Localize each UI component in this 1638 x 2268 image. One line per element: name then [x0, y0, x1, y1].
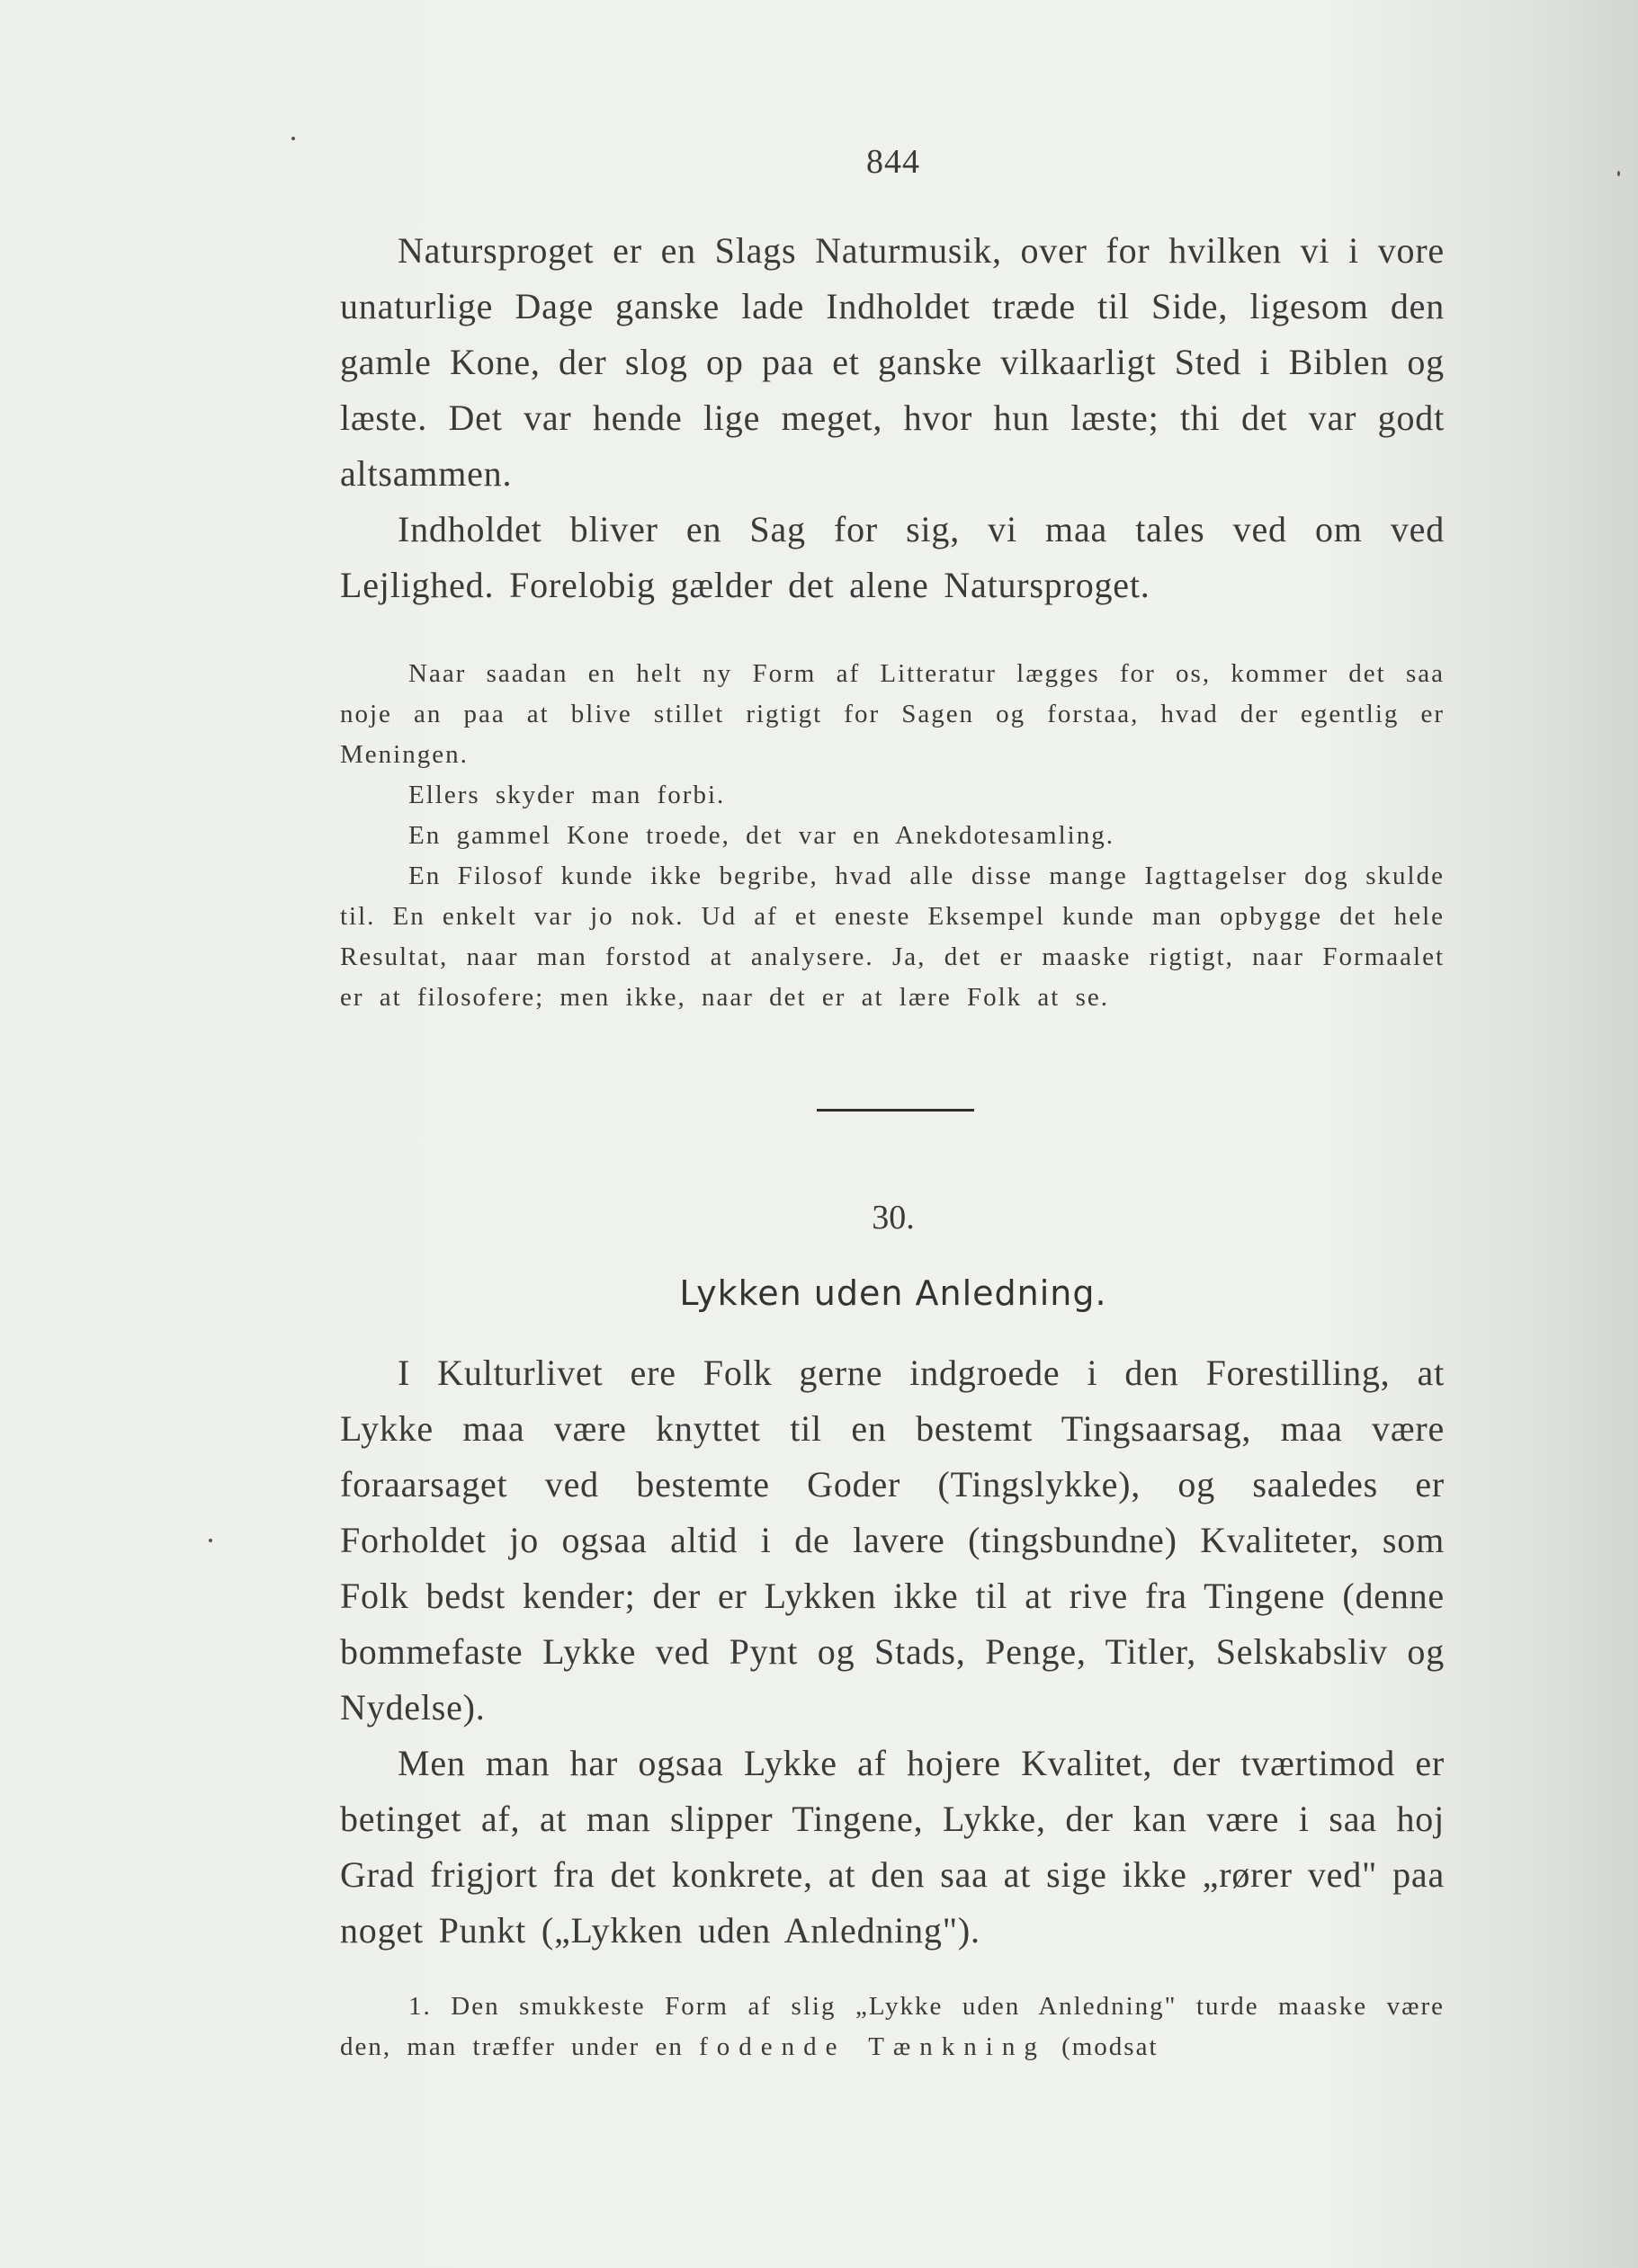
- footnote: [340, 1987, 1445, 2067]
- scan-speck-right: [1617, 171, 1620, 176]
- footnote-text: 1. Den smukkeste Form af slig „Lykke uden Anledning" turde maaske være den, man træffer under en: [340, 1992, 1445, 2061]
- note-paragraph: En gammel Kone troede, det var en Anekdotesamling.: [408, 821, 1114, 850]
- scan-speck-left: [209, 1539, 212, 1542]
- note-paragraph: Naar saadan en helt ny Form af Litteratur lægges for os, kommer det saa noje an paa at blive stillet rigtigt for Sagen og forstaa, hvad der egentlig er Meningen.: [340, 659, 1445, 769]
- section-divider: [817, 1109, 974, 1112]
- paragraph: Men man har ogsaa Lykke af hojere Kvalitet, der tværtimod er betinget af, at man slipper Tingene, Lykke, der kan være i saa hoj Grad frigjort fra det konkrete, at den saa at sige ikke „rører ved" paa noget Punkt („Lykken uden Anledning").: [340, 1743, 1445, 1951]
- note-paragraph: Ellers skyder man forbi.: [408, 781, 726, 809]
- paragraph: Indholdet bliver en Sag for sig, vi maa tales ved om ved Lejlighed. Forelobig gælder det alene Natursproget.: [340, 509, 1445, 605]
- paragraph: I Kulturlivet ere Folk gerne indgroede i den Forestilling, at Lykke maa være knyttet til en bestemt Tingsaarsag, maa være foraarsaget ved bestemte Goder (Tingslykke), og saaledes er Forholdet jo ogsaa altid i de lavere (tingsbundne) Kvaliteter, som Folk bedst kender; der er Lykken ikke til at rive fra Tingene (denne bommefaste Lykke ved Pynt og Stads, Penge, Titler, Selskabsliv og Nydelse).: [340, 1353, 1445, 1728]
- footnote-emphasis: fodende Tænkning: [699, 2032, 1046, 2061]
- footnote-paragraph: [340, 1987, 1445, 2067]
- page-number: 844: [866, 143, 920, 181]
- footnote-text-end: (modsat: [1061, 2032, 1159, 2061]
- scan-speck-top: [291, 137, 295, 140]
- section-title: Lykken uden Anledning.: [679, 1273, 1107, 1313]
- top-text-block: [340, 223, 1445, 613]
- note-block: [340, 654, 1445, 1018]
- paragraph: Natursproget er en Slags Naturmusik, over for hvilken vi i vore unaturlige Dage ganske lade Indholdet træde til Side, ligesom den gamle Kone, der slog op paa et ganske vilkaarligt Sted i Biblen og læste. Det var hende lige meget, hvor hun læste; thi det var godt altsammen.: [340, 230, 1445, 494]
- section-number: 30.: [872, 1199, 915, 1237]
- note-paragraph: En Filosof kunde ikke begribe, hvad alle disse mange Iagttagelser dog skulde til. En enkelt var jo nok. Ud af et eneste Eksempel kunde man opbygge det hele Resultat, naar man forstod at analysere. Ja, det er maaske rigtigt, naar Formaalet er at filosofere; men ikke, naar det er at lære Folk at se.: [340, 862, 1445, 1012]
- section-text-block: [340, 1345, 1445, 1959]
